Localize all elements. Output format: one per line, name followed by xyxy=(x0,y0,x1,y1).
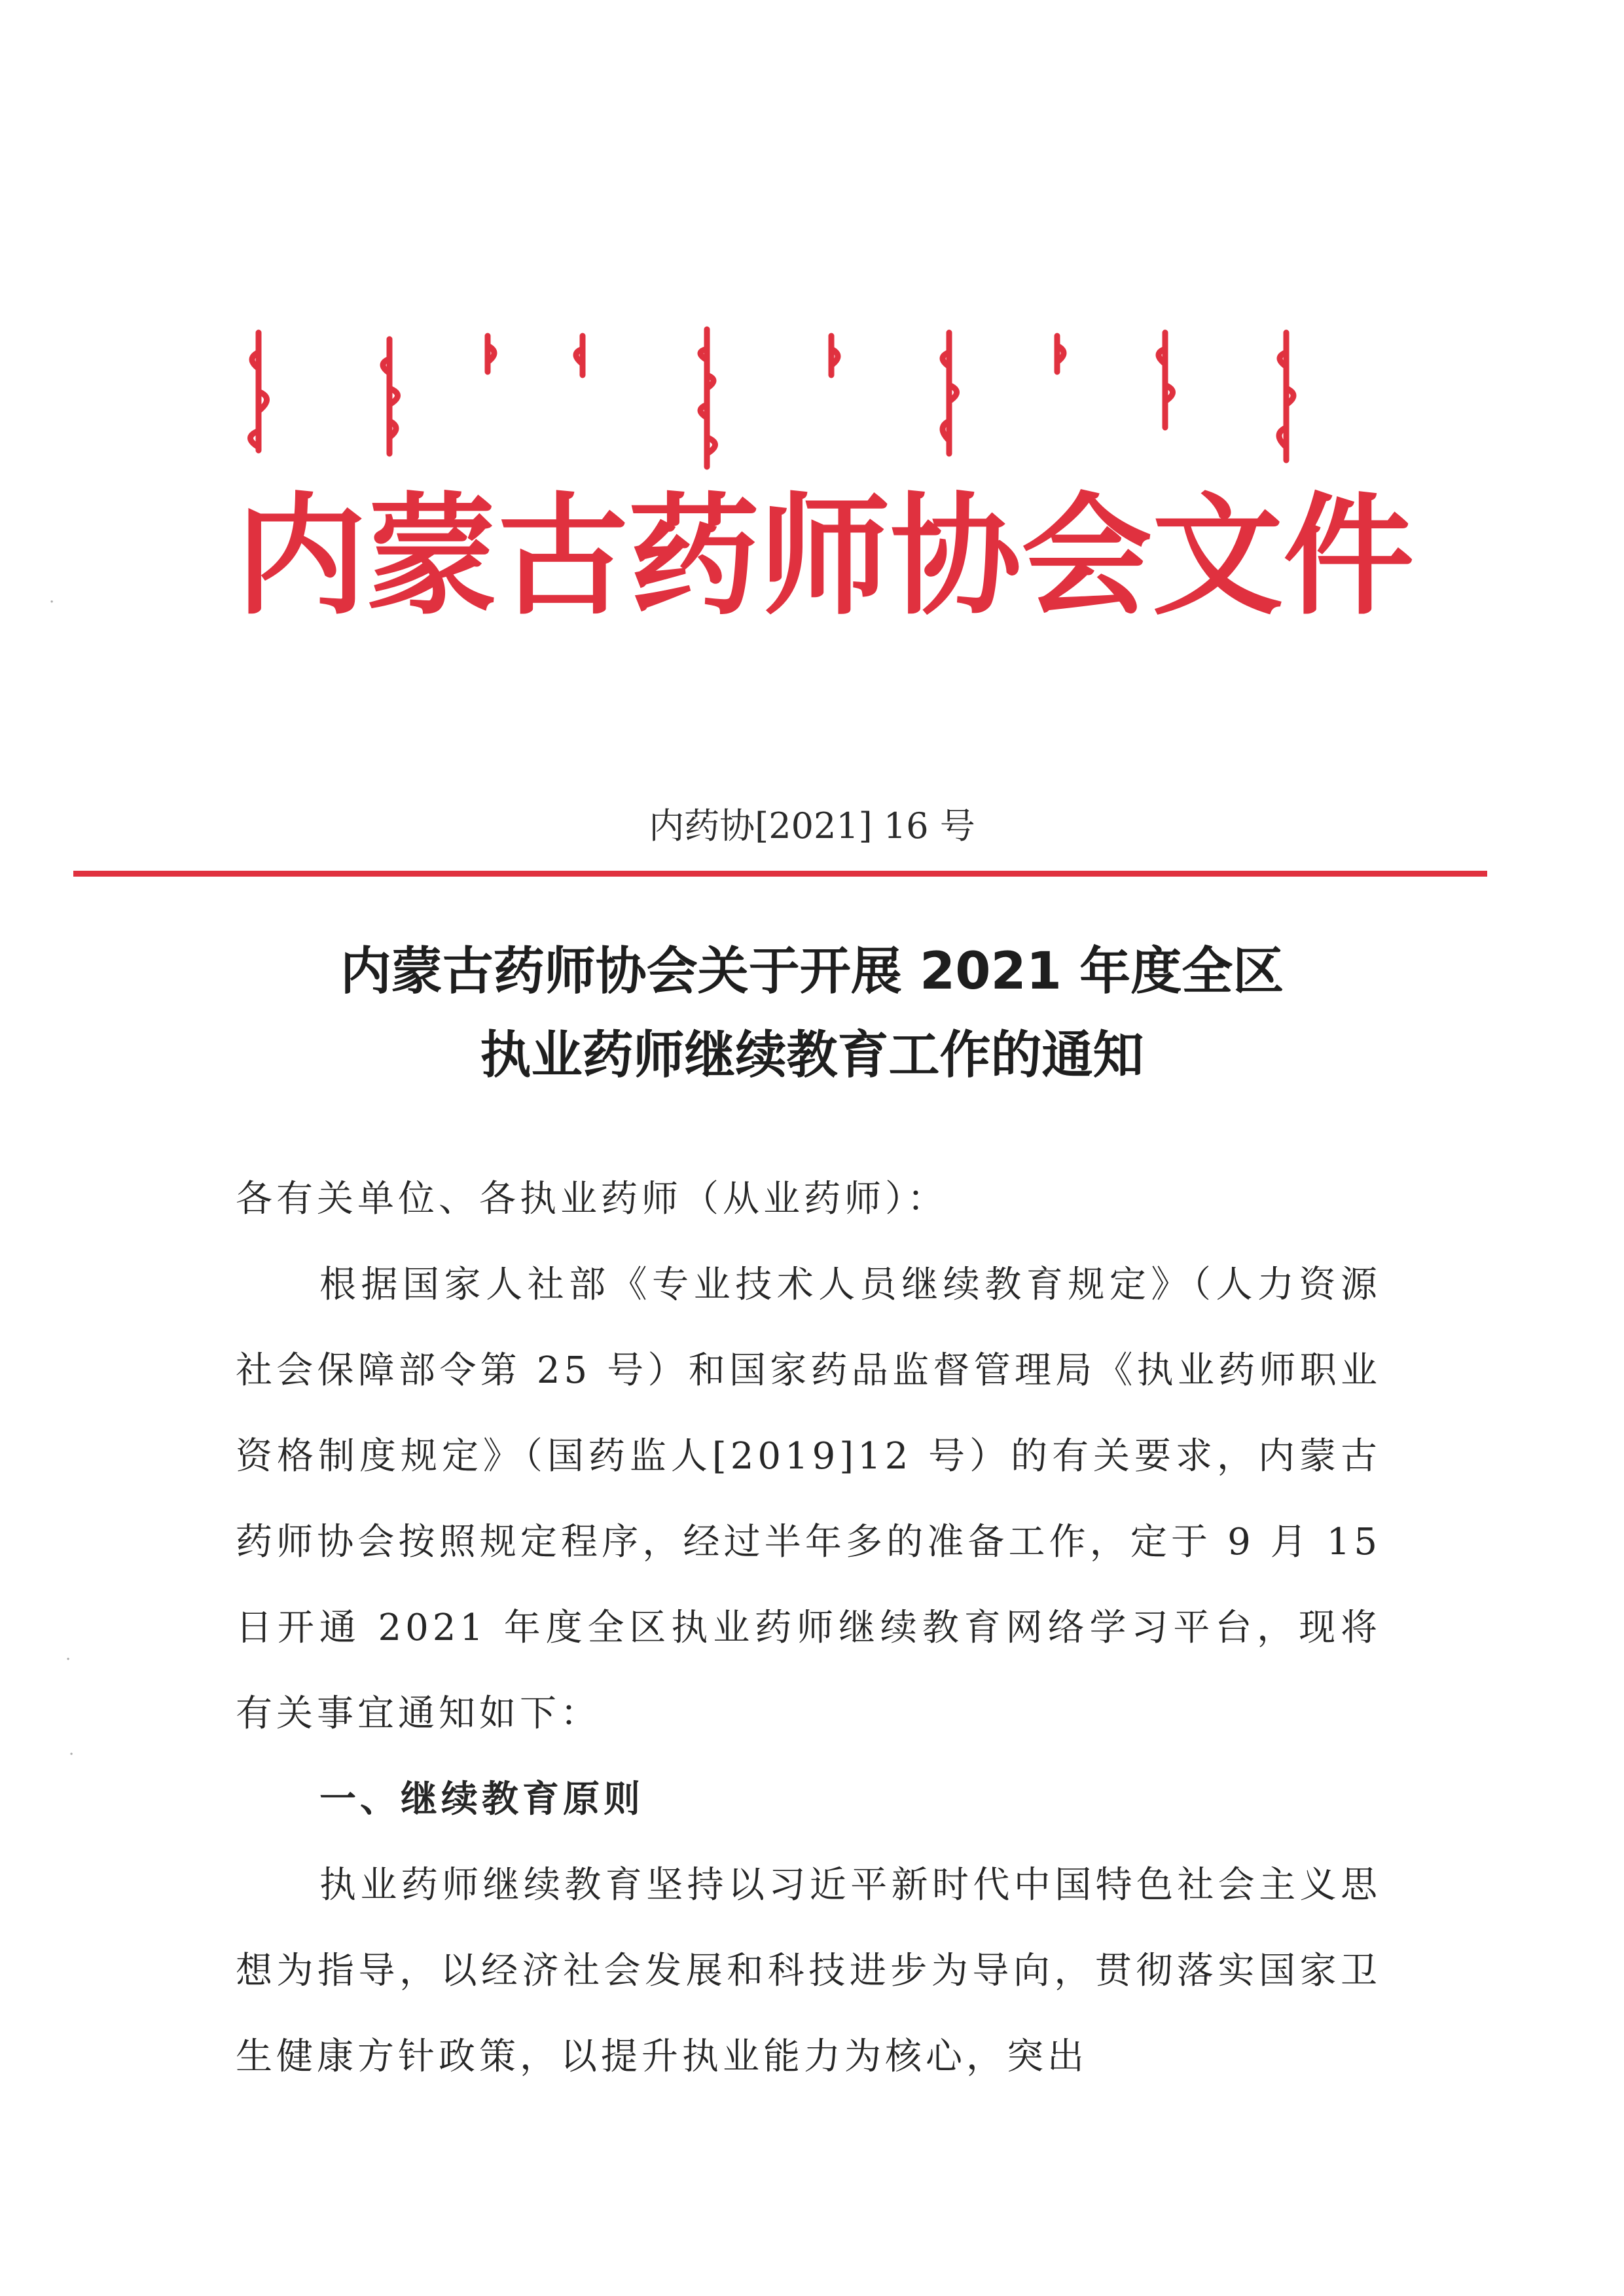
masthead-char: 内 xyxy=(236,479,367,633)
salutation: 各有关单位、各执业药师（从业药师）： xyxy=(236,1178,948,1220)
masthead-title xyxy=(236,479,1415,633)
margin-speck: · xyxy=(69,1745,75,1764)
margin-speck: · xyxy=(49,592,55,612)
masthead-char: 协 xyxy=(890,479,1022,633)
section-heading-principles: 一、继续教育原则 xyxy=(319,1778,644,1821)
paragraph-intro: 根据国家人社部《专业技术人员继续教育规定》（人力资源社会保障部令第 25 号）和国家药品监督管理局《执业药师职业资格制度规定》（国药监人[2019]12 号）的有关要求，内蒙古药师协会按照规定程序，经过半年多的准备工作，定于 9 月 15 日开通 2021 年度全区执业药师继续教育网络学习平台，现将有关事宜通知如下： xyxy=(236,1264,1381,1735)
masthead-char: 古 xyxy=(497,479,629,633)
masthead-char: 会 xyxy=(1021,479,1153,633)
margin-speck: · xyxy=(65,1650,71,1669)
masthead-char: 文 xyxy=(1152,479,1284,633)
notice-title-line-2: 执业药师继续教育工作的通知 xyxy=(480,1026,1144,1085)
masthead-char: 件 xyxy=(1283,479,1415,633)
notice-title xyxy=(131,930,1493,1097)
paragraph-principles: 执业药师继续教育坚持以习近平新时代中国特色社会主义思想为指导，以经济社会发展和科技进步为导向，贯彻落实国家卫生健康方针政策，以提升执业能力为核心，突出 xyxy=(236,1864,1381,2078)
red-divider-rule xyxy=(73,871,1487,877)
masthead-char: 药 xyxy=(628,479,760,633)
mongolian-title-graphic xyxy=(239,313,1326,470)
masthead-char: 师 xyxy=(759,479,891,633)
notice-body xyxy=(236,1156,1381,2100)
notice-title-line-1: 内蒙古药师协会关于开展 2021 年度全区 xyxy=(340,942,1284,1001)
document-number: 内药协[2021] 16 号 xyxy=(649,805,975,847)
masthead-char: 蒙 xyxy=(367,479,498,633)
